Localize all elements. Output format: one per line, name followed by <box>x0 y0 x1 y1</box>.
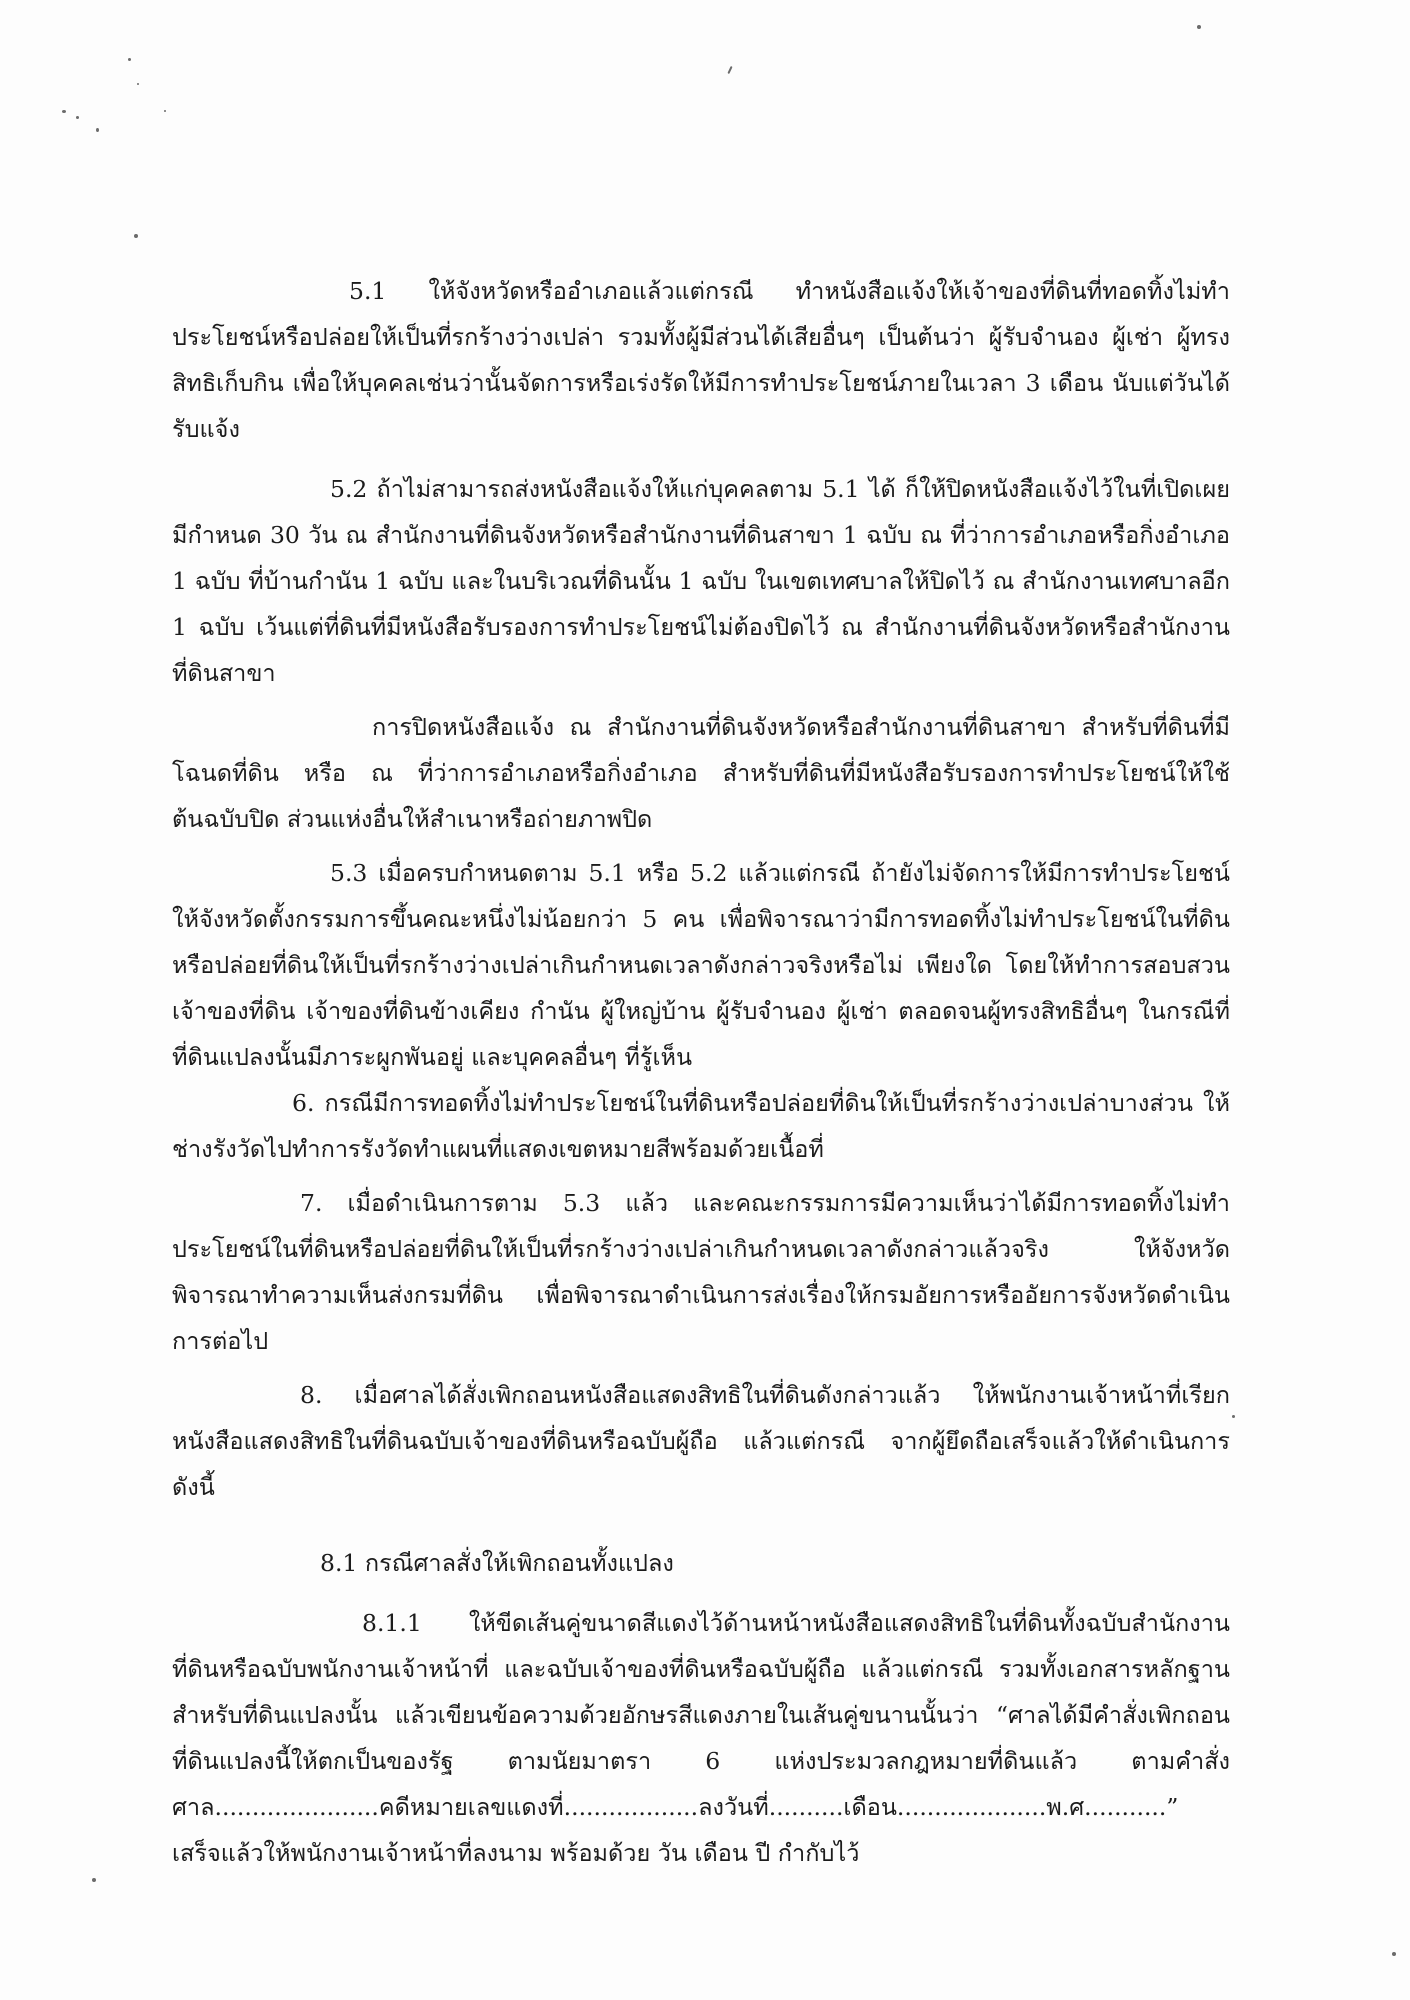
paragraph-6: 6. กรณีมีการทอดทิ้งไม่ทำประโยชน์ในที่ดินหรือปล่อยที่ดินให้เป็นที่รกร้างว่างเปล่าบางส่วน ให้ช่างรังวัดไปทำการรังวัดทำแผนที่แสดงเขตหมายสีพร้อมด้วยเนื้อที่ <box>172 1089 1230 1163</box>
paragraph-7: 7. เมื่อดำเนินการตาม 5.3 แล้ว และคณะกรรมการมีความเห็นว่าได้มีการทอดทิ้งไม่ทำประโยชน์ในที่ดินหรือปล่อยที่ดินให้เป็นที่รกร้างว่างเปล่าเกินกำหนดเวลาดังกล่าวแล้วจริง ให้จังหวัดพิจารณาทำความเห็นส่งกรมที่ดิน เพื่อพิจารณาดำเนินการส่งเรื่องให้กรมอัยการหรืออัยการจังหวัดดำเนินการต่อไป <box>172 1189 1230 1355</box>
scan-speck <box>128 58 131 61</box>
paragraph-8: 8. เมื่อศาลได้สั่งเพิกถอนหนังสือแสดงสิทธิในที่ดินดังกล่าวแล้ว ให้พนักงานเจ้าหน้าที่เรียกหนังสือแสดงสิทธิในที่ดินฉบับเจ้าของที่ดินหรือฉบับผู้ถือ แล้วแต่กรณี จากผู้ยึดถือเสร็จแล้วให้ดำเนินการดังนี้ <box>172 1381 1230 1501</box>
scan-speck <box>727 66 732 74</box>
scan-speck <box>96 128 99 132</box>
scan-speck <box>76 116 79 119</box>
scan-speck <box>1232 1415 1235 1418</box>
scan-speck <box>1197 25 1201 29</box>
paragraph-5-1: 5.1 ให้จังหวัดหรืออำเภอแล้วแต่กรณี ทำหนังสือแจ้งให้เจ้าของที่ดินที่ทอดทิ้งไม่ทำประโยชน์หรือปล่อยให้เป็นที่รกร้างว่างเปล่า รวมทั้งผู้มีส่วนได้เสียอื่นๆ เป็นต้นว่า ผู้รับจำนอง ผู้เช่า ผู้ทรงสิทธิเก็บกิน เพื่อให้บุคคลเช่นว่านั้นจัดการหรือเร่งรัดให้มีการทำประโยชน์ภายในเวลา 3 เดือน นับแต่วันได้รับแจ้ง <box>172 277 1230 443</box>
document-body <box>172 268 1230 1876</box>
paragraph-5-3: 5.3 เมื่อครบกำหนดตาม 5.1 หรือ 5.2 แล้วแต่กรณี ถ้ายังไม่จัดการให้มีการทำประโยชน์ ให้จังหวัดตั้งกรรมการขึ้นคณะหนึ่งไม่น้อยกว่า 5 คน เพื่อพิจารณาว่ามีการทอดทิ้งไม่ทำประโยชน์ในที่ดินหรือปล่อยที่ดินให้เป็นที่รกร้างว่างเปล่าเกินกำหนดเวลาดังกล่าวจริงหรือไม่ เพียงใด โดยให้ทำการสอบสวนเจ้าของที่ดิน เจ้าของที่ดินข้างเคียง กำนัน ผู้ใหญ่บ้าน ผู้รับจำนอง ผู้เช่า ตลอดจนผู้ทรงสิทธิอื่นๆ ในกรณีที่ที่ดินแปลงนั้นมีภาระผูกพันอยู่ และบุคคลอื่นๆ ที่รู้เห็น <box>172 859 1230 1071</box>
scan-speck <box>62 110 66 113</box>
scan-speck <box>134 234 138 238</box>
paragraph-5-2: 5.2 ถ้าไม่สามารถส่งหนังสือแจ้งให้แก่บุคคลตาม 5.1 ได้ ก็ให้ปิดหนังสือแจ้งไว้ในที่เปิดเผยมีกำหนด 30 วัน ณ สำนักงานที่ดินจังหวัดหรือสำนักงานที่ดินสาขา 1 ฉบับ ณ ที่ว่าการอำเภอหรือกิ่งอำเภอ 1 ฉบับ ที่บ้านกำนัน 1 ฉบับ และในบริเวณที่ดินนั้น 1 ฉบับ ในเขตเทศบาลให้ปิดไว้ ณ สำนักงานเทศบาลอีก 1 ฉบับ เว้นแต่ที่ดินที่มีหนังสือรับรองการทำประโยชน์ไม่ต้องปิดไว้ ณ สำนักงานที่ดินจังหวัดหรือสำนักงานที่ดินสาขา <box>172 475 1230 687</box>
scan-speck <box>92 1878 96 1882</box>
scan-speck <box>137 83 139 85</box>
paragraph-8-1-1: 8.1.1 ให้ขีดเส้นคู่ขนาดสีแดงไว้ด้านหน้าหนังสือแสดงสิทธิในที่ดินทั้งฉบับสำนักงานที่ดินหรือฉบับพนักงานเจ้าหน้าที่ และฉบับเจ้าของที่ดินหรือฉบับผู้ถือ แล้วแต่กรณี รวมทั้งเอกสารหลักฐานสำหรับที่ดินแปลงนั้น แล้วเขียนข้อความด้วยอักษรสีแดงภายในเส้นคู่ขนานนั้นว่า “ศาลได้มีคำสั่งเพิกถอนที่ดินแปลงนี้ให้ตกเป็นของรัฐ ตามนัยมาตรา 6 แห่งประมวลกฎหมายที่ดินแล้ว ตามคำสั่งศาล......................คดีหมายเลขแดงที่..................ลงวันที่..........เดือน....................พ.ศ...........” เสร็จแล้วให้พนักงานเจ้าหน้าที่ลงนาม พร้อมด้วย วัน เดือน ปี กำกับไว้ <box>172 1609 1230 1867</box>
scan-speck <box>164 110 166 112</box>
paragraph-8-1-heading: 8.1 กรณีศาลสั่งให้เพิกถอนทั้งแปลง <box>320 1549 674 1577</box>
paragraph-5-2-continuation: การปิดหนังสือแจ้ง ณ สำนักงานที่ดินจังหวัดหรือสำนักงานที่ดินสาขา สำหรับที่ดินที่มีโฉนดที่ดิน หรือ ณ ที่ว่าการอำเภอหรือกิ่งอำเภอ สำหรับที่ดินที่มีหนังสือรับรองการทำประโยชน์ให้ใช้ต้นฉบับปิด ส่วนแห่งอื่นให้สำเนาหรือถ่ายภาพปิด <box>172 713 1230 833</box>
scan-speck <box>1392 1952 1396 1956</box>
